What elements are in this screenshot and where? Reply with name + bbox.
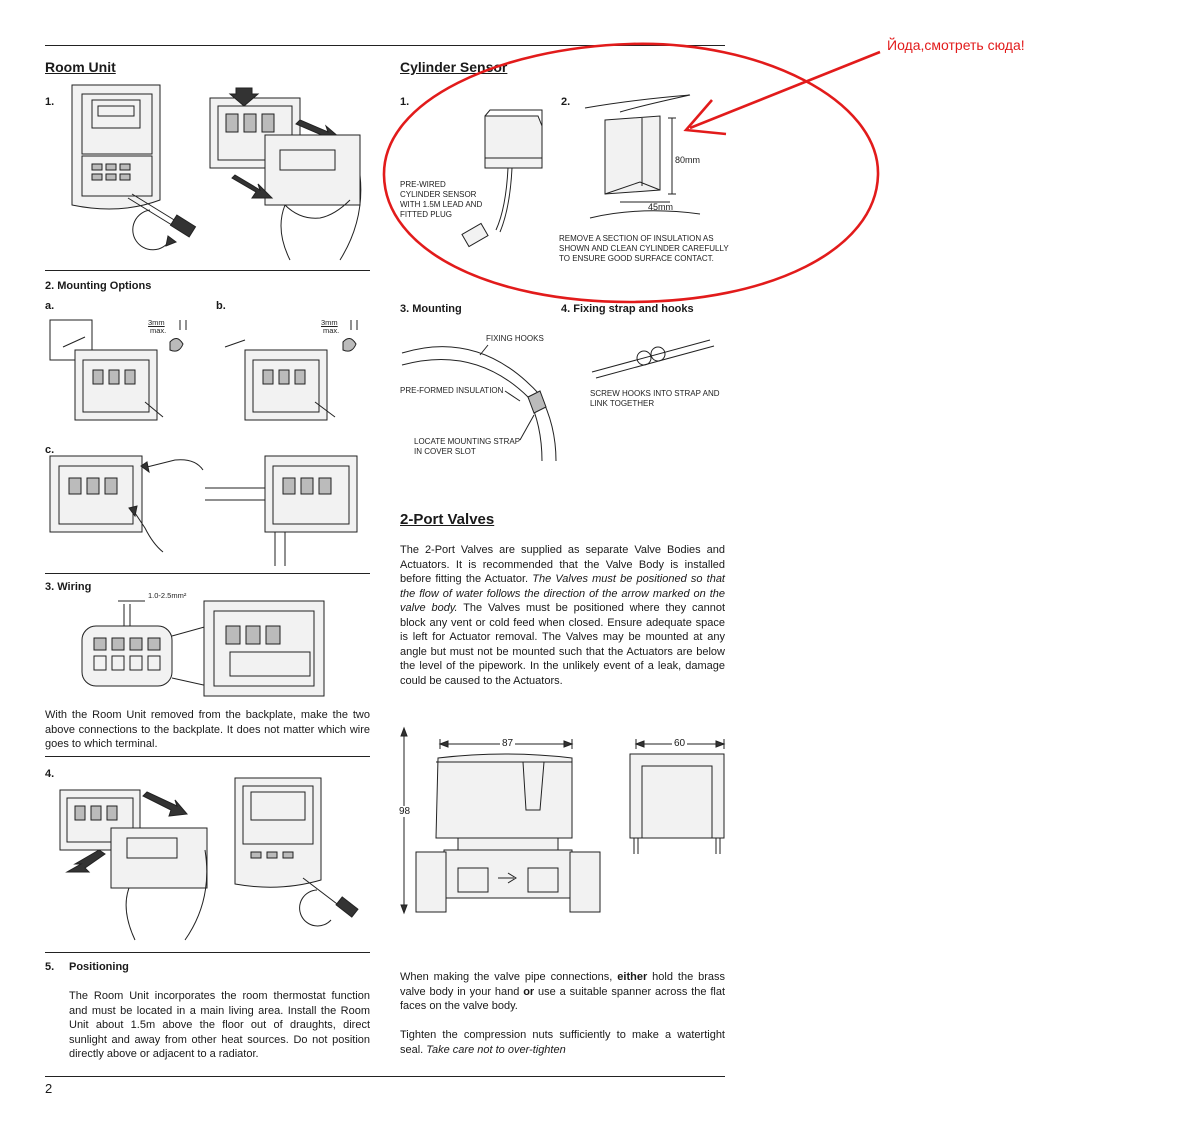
wiring-text: With the Room Unit removed from the backplate, make the two above connections to the backplate. It does not matter which wire goes to which terminal. xyxy=(45,709,370,750)
cylinder-step-1: 1. xyxy=(400,96,410,108)
valves-p2-italic: The Valves must be positioned so that the flow of water follows the direction of the arrow marked on the valve body. xyxy=(400,573,725,614)
gap-max-b: max. xyxy=(323,326,340,335)
conn-part-a: When making the valve pipe connections, xyxy=(400,971,618,983)
conn-either: either xyxy=(617,971,648,983)
dim-80mm: 80mm xyxy=(675,155,701,165)
dim-87: 87 xyxy=(502,738,514,749)
dim-98: 98 xyxy=(399,806,411,817)
preformed-insulation-label: PRE-FORMED INSULATION xyxy=(400,386,504,395)
cylinder-sensor-title: Cylinder Sensor xyxy=(400,59,508,75)
insulation-caption: REMOVE A SECTION OF INSULATION AS SHOWN AND CLEAN CYLINDER CAREFULLY TO ENSURE GOOD SURFACE CONTACT. xyxy=(559,234,729,263)
positioning-number: 5. xyxy=(45,961,55,973)
screw-hooks-label: SCREW HOOKS INTO STRAP AND LINK TOGETHER xyxy=(590,389,720,408)
annotation-text: Йода,смотреть сюда! xyxy=(887,37,1025,53)
mounting-options-heading: 2. Mounting Options xyxy=(45,280,152,292)
tighten-italic: Take care not to over-tighten xyxy=(426,1043,566,1056)
positioning-text: The Room Unit incorporates the room thermostat function and must be located in a main living area. Install the Room Unit about 1.5m above the floor out of draughts, direct sunlight and away from other heat sources. Do not position directly above or adjacent to a radiator. xyxy=(69,990,370,1060)
mounting-heading: 3. Mounting xyxy=(400,303,462,315)
conn-part-b: hold the brass valve body in your hand xyxy=(400,971,726,998)
room-unit-title: Room Unit xyxy=(45,59,116,75)
dim-60: 60 xyxy=(674,738,686,749)
valves-p3: The Valves must be positioned where they cannot block any vent or cold feed when closed. Ensure adequate space is left for Actuator removal. The Valves may be mounted at any angle but must not be mounted such that the Actuators are below the level of the pipework. In the unlikely event of a leak, damage could be caused to the Actuators. xyxy=(400,602,726,687)
fixing-heading: 4. Fixing strap and hooks xyxy=(561,303,694,315)
sensor-caption: PRE-WIRED CYLINDER SENSOR WITH 1.5M LEAD AND FITTED PLUG xyxy=(400,180,483,219)
wiring-heading: 3. Wiring xyxy=(45,581,92,593)
locate-strap-label: LOCATE MOUNTING STRAP IN COVER SLOT xyxy=(414,437,521,456)
step-1-number: 1. xyxy=(45,96,55,108)
option-a-label: a. xyxy=(45,300,55,312)
gap-max-a: max. xyxy=(150,326,167,335)
wire-size-label: 1.0-2.5mm² xyxy=(148,591,187,600)
option-b-label: b. xyxy=(216,300,226,312)
valves-title: 2-Port Valves xyxy=(400,511,495,528)
tighten-main: Tighten the compression nuts sufficiently to make a watertight seal. xyxy=(400,1029,725,1056)
option-c-label: c. xyxy=(45,444,55,456)
dim-45mm: 45mm xyxy=(648,202,674,212)
conn-part-c: use a suitable spanner across the flat faces on the valve body. xyxy=(400,985,726,1012)
fixing-hooks-label: FIXING HOOKS xyxy=(486,334,544,343)
gap-label-b: 3mm xyxy=(321,318,338,327)
page-number: 2 xyxy=(45,1081,53,1096)
gap-label-a: 3mm xyxy=(148,318,165,327)
step-4-number: 4. xyxy=(45,768,55,780)
conn-or: or xyxy=(523,985,535,998)
cylinder-step-2: 2. xyxy=(561,96,571,108)
valves-p1: The 2-Port Valves are supplied as separate Valve Bodies and Actuators. It is recommended that the Valve Body is installed before fitting the Actuator. xyxy=(400,544,725,585)
positioning-heading: Positioning xyxy=(69,961,129,973)
